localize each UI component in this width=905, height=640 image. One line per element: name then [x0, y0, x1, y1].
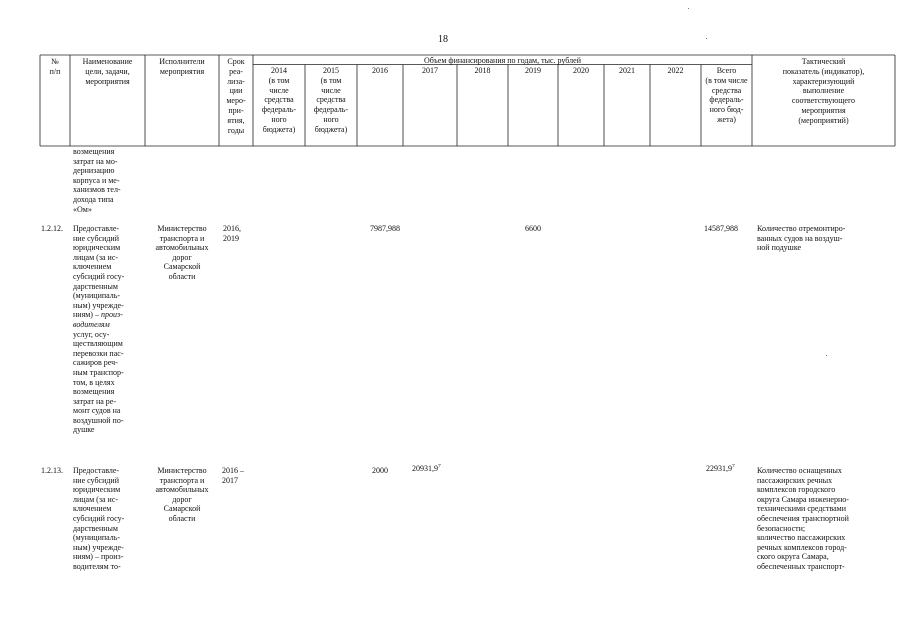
header-term: Срок реа- лиза- ции меро- при- ятия, годы [226, 57, 246, 135]
header-total: Всего (в том числе средства федераль- ного бюд- жета) [705, 66, 748, 124]
header-year-2015: 2015 (в том числе средства федераль- ного бюджета) [313, 66, 349, 134]
row-1213-value-2017: 20931,9$^7$ [412, 464, 441, 473]
row-1212-value-2019: 6600 [525, 224, 541, 233]
row-1212-name: Предоставле- ние субсидий юридическим лицам (за ис- ключением субсидий госу- дарственным (муниципаль- ным) учрежде- ниям) – произ- водителям услуг, осу- ществляющим перевозки пас- сажиров реч- ным транспор- том, в целях возмещения затрат на ре- монт судов на воздушной по- душке [73, 224, 125, 435]
header-year-2021: 2021 [619, 66, 635, 75]
header-funding-title: Объем финансирования по годам, тыс. рублей [424, 56, 581, 65]
header-indicator: Тактический показатель (индикатор), характеризующий выполнение соответствующего мероприятия (мероприятий) [782, 57, 865, 125]
header-name: Наименование цели, задачи, мероприятия [82, 57, 133, 86]
scan-speck [826, 355, 827, 356]
row-1212-executor: Министерство транспорта и автомобильных дорог Самарской области [155, 224, 209, 281]
row-1213-indicator: Количество оснащенных пассажирских речных комплексов городского округа Самара инженерно- техническими средствами обеспечения транспортной безопасности; количество пассажирских речных комплексов город- ского округа Самара, обеспеченных транспорт- [757, 466, 849, 571]
header-year-2018: 2018 [474, 66, 491, 75]
row-1213-total: 22931,9$^7$ [706, 464, 735, 473]
header-year-2016: 2016 [372, 66, 388, 75]
scan-speck [706, 38, 707, 39]
row-1213-term: 2016 – 2017 [222, 466, 244, 485]
scan-speck [688, 8, 689, 9]
page-number: 18 [438, 34, 448, 45]
header-year-2014: 2014 (в том числе средства федераль- ного бюджета) [261, 66, 297, 134]
header-num: № п/п [49, 57, 61, 76]
header-year-2020: 2020 [573, 66, 589, 75]
row-1213-executor: Министерство транспорта и автомобильных дорог Самарской области [155, 466, 209, 523]
header-executors: Исполнители мероприятия [159, 57, 205, 76]
row-1213-name: Предоставле- ние субсидий юридическим лицам (за ис- ключением субсидий госу- дарственным (муниципаль- ным) учрежде- ниям) – произ- водителям то- [73, 466, 125, 571]
row-1212-total: 14587,988 [704, 224, 738, 233]
header-year-2022: 2022 [667, 66, 684, 75]
row-1213-number: 1.2.13. [41, 466, 63, 475]
row-1212-indicator: Количество отремонтиро- ванных судов на воздуш- ной подушке [757, 224, 846, 253]
header-year-2019: 2019 [525, 66, 541, 75]
row-1212-term: 2016, 2019 [223, 224, 241, 243]
row-continuation-name: возмещения затрат на мо- дернизацию корпуса и ме- ханизмов тел- дохода типа «Ом» [73, 147, 121, 214]
row-1213-value-2016: 2000 [372, 466, 388, 475]
header-year-2017: 2017 [422, 66, 438, 75]
row-1212-number: 1.2.12. [41, 224, 63, 233]
row-1212-value-2016: 7987,988 [370, 224, 400, 233]
